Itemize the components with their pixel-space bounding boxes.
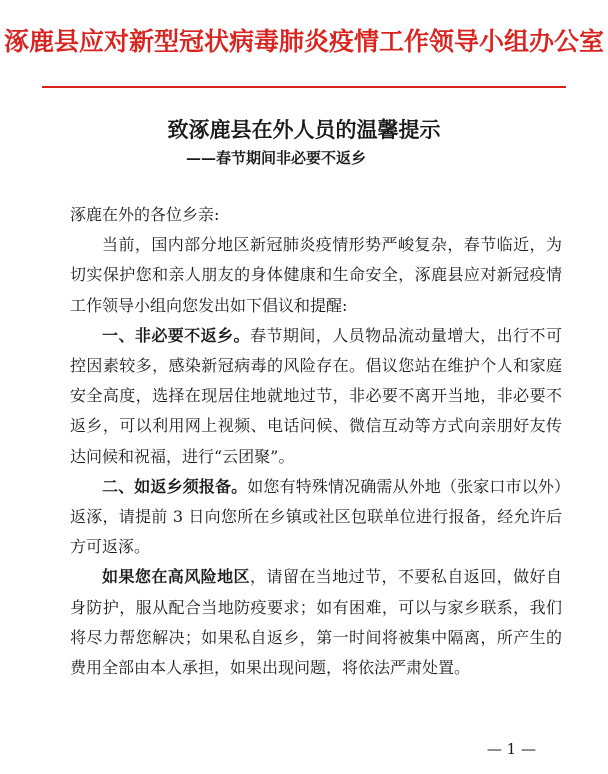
item-3-text: ，请留在当地过节，不要私自返回，做好自身防护，服从配合当地防疫要求；如有困难，可以与家乡联系，我们将尽力帮您解决；如果私自返乡，第一时间将被集中隔离，所产生的费用全部由本人承担，如果出现问题，将依法严肃处置。 [70,567,562,678]
office-header-title: 涿鹿县应对新型冠状病毒肺炎疫情工作领导小组办公室 [3,27,604,56]
item-1-heading: 一、非必要不返乡。 [102,325,250,345]
document-subtitle: ——春节期间非必要不返乡 [186,149,367,167]
item-2-heading: 二、如返乡须报备。 [102,476,248,496]
salutation: 涿鹿在外的各位乡亲: [70,205,220,224]
intro-paragraph: 当前，国内部分地区新冠肺炎疫情形势严峻复杂，春节临近，为切实保护您和亲人朋友的身体健康和生命安全，涿鹿县应对新冠疫情工作领导小组向您发出如下倡议和提醒: [70,235,562,315]
red-header-rule [42,86,566,88]
item-1-paragraph [70,321,562,472]
item-3-paragraph [70,562,562,683]
item-2-text: 如您有特殊情况确需从外地（张家口市以外）返涿，请提前 3 日向您所在乡镇或社区包联单位进行报备，经允许后方可返涿。 [70,476,562,557]
document-title: 致涿鹿县在外人员的温馨提示 [167,117,441,142]
document-body [70,200,562,683]
page-number: — 1 — [486,740,536,758]
item-1-text: 春节期间，人员物品流动量增大，出行不可控因素较多，感染新冠病毒的风险存在。倡议您站在维护个人和家庭安全高度，选择在现居住地就地过节，非必要不离开当地，非必要不返乡，可以利用网上视频、电话问候、微信互动等方式向亲朋好友传达问候和祝福，进行“云团聚”。 [70,325,562,466]
item-2-paragraph [70,472,562,563]
item-3-heading: 如果您在高风险地区 [102,567,250,587]
